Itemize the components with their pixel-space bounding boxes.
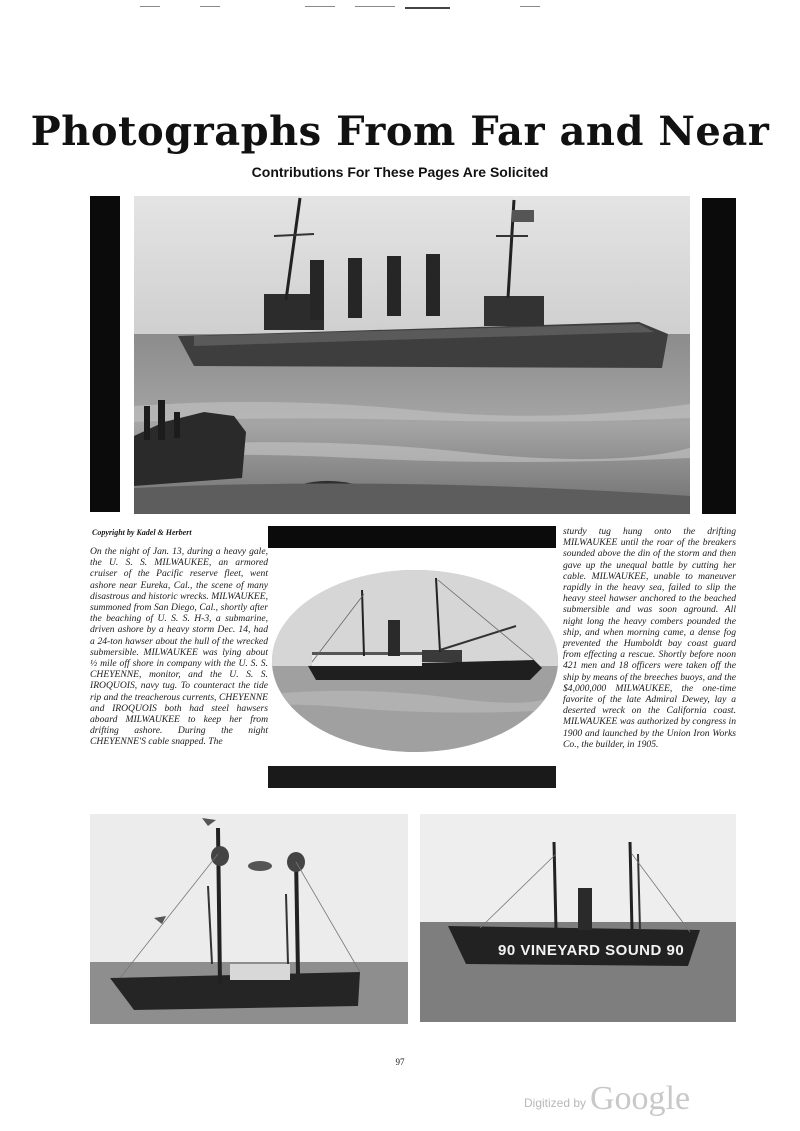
page-number: 97: [395, 1057, 405, 1067]
scan-mark: [355, 6, 395, 7]
digitized-by-label: Digitized by: [524, 1096, 587, 1110]
page-subtitle: Contributions For These Pages Are Solicited: [251, 164, 549, 180]
vineyard-sound-hull-lettering: 90 VINEYARD SOUND 90: [498, 942, 685, 959]
article-text-left: On the night of Jan. 13, during a heavy gale, the U. S. S. MILWAUKEE, an armored cruiser of the Pacific reserve fleet, went ashore near Eureka, Cal., the scene of many disastrous and historic wrecks. MILWAUKEE, summoned from San Diego, Cal., shortly after the beaching of U. S. S. H-3, a submarine, driven ashore by a heavy storm Dec. 14, had a 24-ton hawser about the hull of the wrecked submersible. MILWAUKEE was lying about ½ mile off shore in company with the U. S. S. CHEYENNE, monitor, and the U. S. S. IROQUOIS, navy tug. To counteract the tide rip and the treacherous currents, CHEYENNE and IROQUOIS both had steel hawsers aboard MILWAUKEE to keep her from drifting ashore. During the night CHEYENNE'S cable snapped. The: [90, 546, 268, 748]
tug-iroquois-photo: [272, 570, 558, 752]
scan-mark: [520, 6, 540, 7]
lightship-vineyard-sound-photo: [420, 814, 736, 1022]
photo-frame-right-bar: [702, 198, 736, 514]
center-photo-bottom-bar: [268, 766, 556, 788]
scan-mark: [140, 6, 160, 7]
scan-mark: [200, 6, 220, 7]
lightship-photo-left: [90, 814, 408, 1024]
scan-mark: [305, 6, 335, 7]
cruiser-milwaukee-photo: [134, 196, 690, 514]
photo-credit: Copyright by Kadel & Herbert: [92, 528, 192, 537]
center-photo-top-bar: [268, 526, 556, 548]
photo-frame-left-bar: [90, 196, 120, 512]
page-title: Photographs From Far and Near: [30, 108, 770, 155]
google-watermark: Google: [590, 1080, 691, 1117]
article-text-right: sturdy tug hung onto the drifting MILWAUKEE until the roar of the breakers sounded above the din of the storm and then gave up the unequal battle by cutting her cable. MILWAUKEE, unable to maneuver rapidly in the heavy sea, failed to slip the heavy steel hawser anchored to the beached submersible and was soon aground. All night long the heavy combers pounded the ship, and when morning came, a dense fog prevented the Humboldt bay coast guard from effecting a rescue. Shortly before noon 421 men and 18 officers were taken off the ship by means of the breeches buoys, and the $4,000,000 MILWAUKEE, the one-time favorite of the late Admiral Dewey, lay a deserted wreck on the California coast. MILWAUKEE was authorized by congress in 1900 and launched by the Union Iron Works Co., the builder, in 1905.: [563, 526, 736, 750]
scan-mark: [405, 7, 450, 9]
